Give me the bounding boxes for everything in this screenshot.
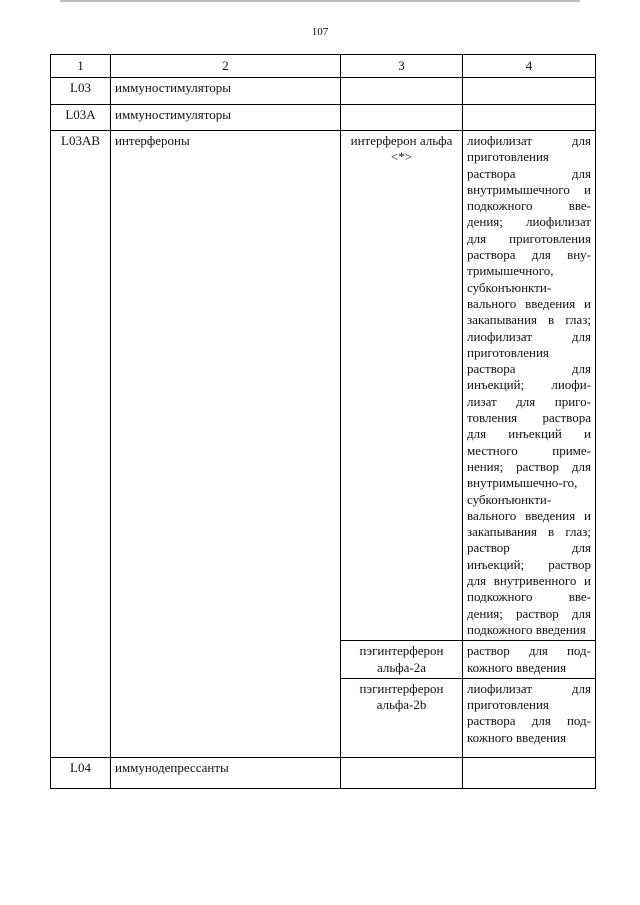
group-name: иммуностимуляторы: [111, 78, 341, 105]
drug-name: интерферон альфа <*>: [341, 131, 463, 641]
atc-code: L03: [51, 78, 111, 105]
atc-code: L03A: [51, 105, 111, 131]
top-rule: [60, 0, 580, 2]
dosage-forms: раствор для под-кожного введения: [463, 641, 596, 679]
empty-cell: [341, 78, 463, 105]
table-header-row: [51, 55, 596, 78]
table-row: [51, 757, 596, 788]
column-header: 2: [111, 55, 341, 78]
column-header: 3: [341, 55, 463, 78]
table-row: [51, 78, 596, 105]
table-row: [51, 105, 596, 131]
group-name: иммунодепрессанты: [111, 757, 341, 788]
empty-cell: [341, 757, 463, 788]
empty-cell: [463, 757, 596, 788]
drug-table: [50, 54, 596, 789]
empty-cell: [463, 78, 596, 105]
empty-cell: [341, 105, 463, 131]
atc-code: L04: [51, 757, 111, 788]
drug-name: пэгинтерферон альфа-2b: [341, 678, 463, 757]
dosage-forms: лиофилизат для приготовления раствора для под-кожного введения: [463, 678, 596, 757]
dosage-forms: лиофилизат для приготовления раствора для внутримышечного и подкожного вве-дения; лиофилизат для приготовления раствора для вну-тримышечного, субконъюнкти-вального введения и закапывания в глаз; лиофилизат для приготовления раствора для инъекций; лиофи-лизат для приго-товления раствора для инъекций и местного приме-нения; раствор для внутримышечно-го, субконъюнкти-вального введения и закапывания в глаз; раствор для инъекций; раствор для внутривенного и подкожного вве-дения; раствор для подкожного введения: [463, 131, 596, 641]
column-header: 1: [51, 55, 111, 78]
atc-code: L03AB: [51, 131, 111, 758]
group-name: иммуностимуляторы: [111, 105, 341, 131]
page-number: 107: [311, 26, 329, 38]
column-header: 4: [463, 55, 596, 78]
table-row: [51, 131, 596, 641]
drug-name: пэгинтерферон альфа-2a: [341, 641, 463, 679]
empty-cell: [463, 105, 596, 131]
group-name: интерфероны: [111, 131, 341, 758]
